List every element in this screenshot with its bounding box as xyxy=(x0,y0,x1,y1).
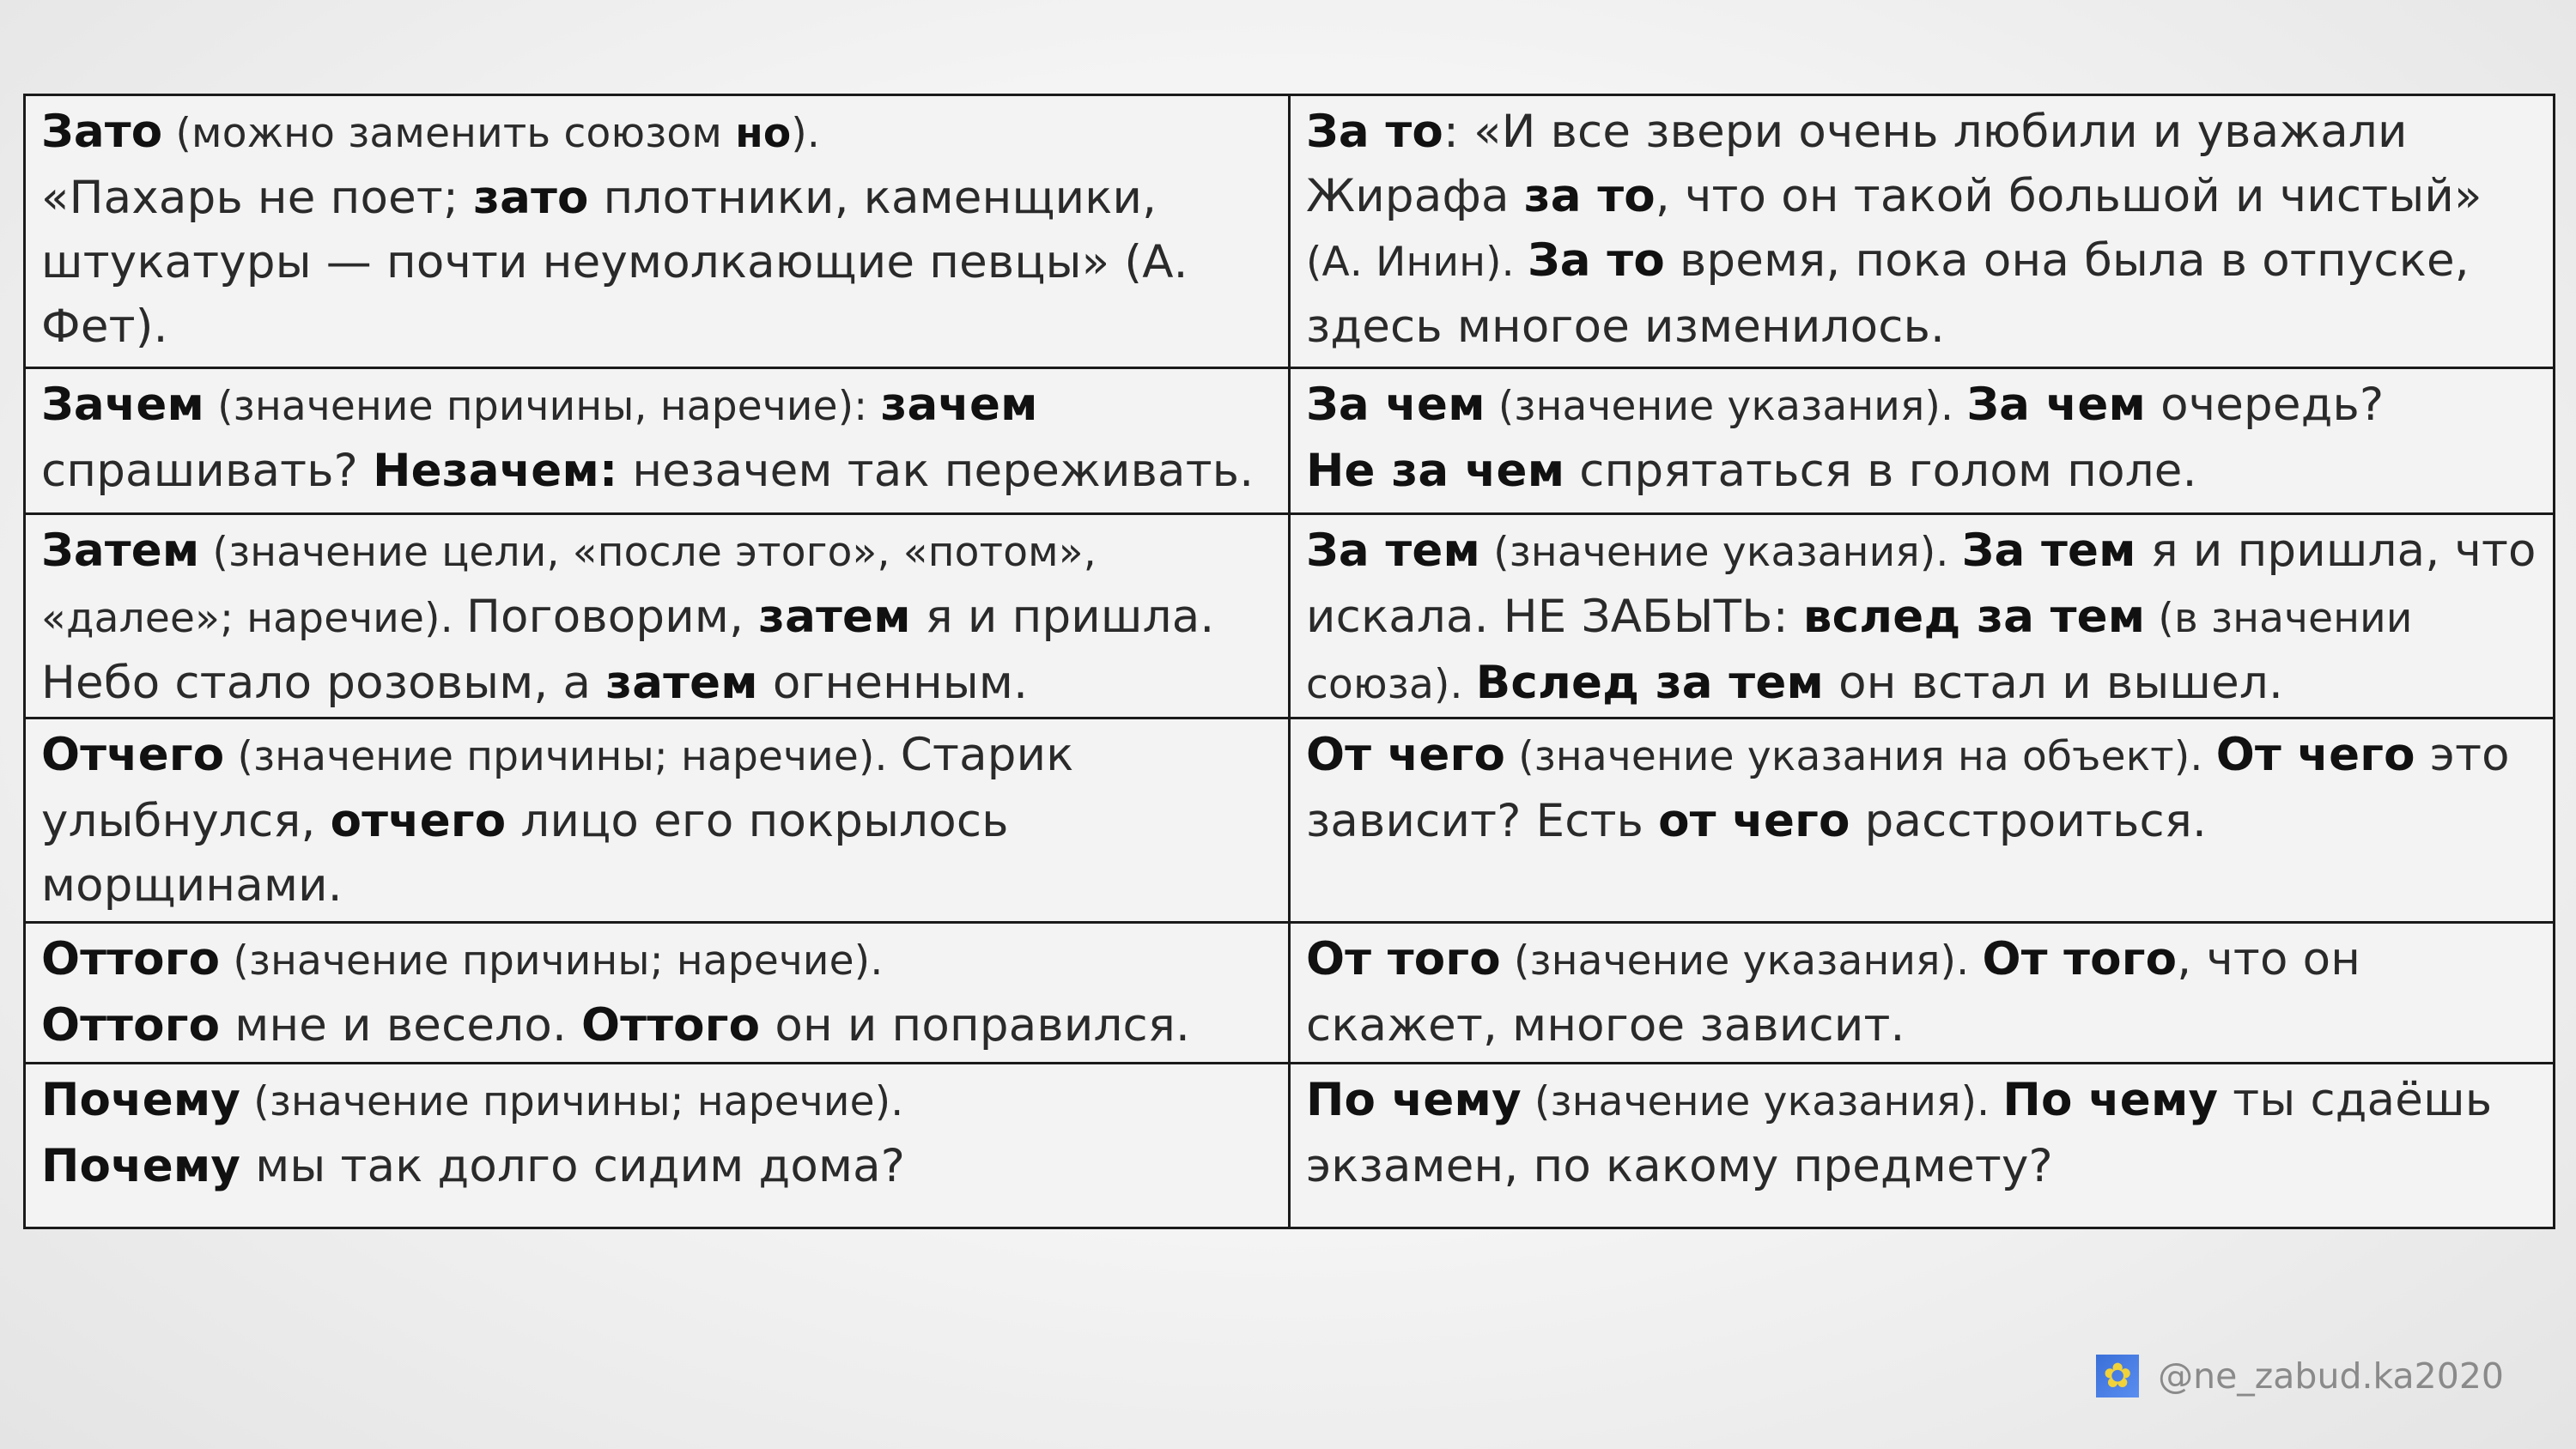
table-row xyxy=(25,923,2555,1064)
left-cell xyxy=(25,368,1290,514)
cell-text: (значение указания). xyxy=(1521,1078,2003,1125)
cell-text: «Пахарь не поет; xyxy=(41,172,474,224)
bold-term: Вслед за тем xyxy=(1475,657,1825,709)
cell-text: очередь? xyxy=(2146,379,2385,431)
table-row xyxy=(25,1064,2555,1228)
bold-term: От чего xyxy=(1306,729,1506,781)
cell-text: Старик улыбнулся, xyxy=(41,729,1074,847)
cell-text: (значение причины; наречие). xyxy=(224,733,901,780)
cell-text: Поговорим, xyxy=(465,591,759,643)
bold-term: за то xyxy=(1523,170,1656,222)
bold-term: зачем xyxy=(880,379,1038,431)
bold-term: затем xyxy=(605,657,758,709)
bold-term: По чему xyxy=(2002,1074,2219,1126)
watermark xyxy=(2096,1355,2504,1397)
left-cell xyxy=(25,718,1290,923)
bold-term: от чего xyxy=(1658,795,1850,847)
right-cell xyxy=(1290,95,2555,368)
bold-term: За чем xyxy=(1966,379,2147,431)
right-cell xyxy=(1290,923,2555,1064)
cell-text: лицо его покрылось морщинами. xyxy=(41,795,1009,912)
cell-text: спрашивать? xyxy=(41,445,374,497)
bold-term: Оттого xyxy=(581,999,761,1052)
cell-text: (значение указания на объект). xyxy=(1505,733,2216,780)
bold-term: Отчего xyxy=(41,729,225,781)
watermark-handle: @ne_zabud.ka2020 xyxy=(2158,1355,2504,1397)
cell-text: (значение причины; наречие). xyxy=(220,937,884,985)
bold-term: От чего xyxy=(2215,729,2415,781)
bold-term: От того xyxy=(1306,933,1501,985)
left-cell xyxy=(25,1064,1290,1228)
bold-term: Затем xyxy=(41,524,200,577)
bold-term: От того xyxy=(1982,933,2178,985)
cell-text: ты сдаёшь экзамен, по какому предмету? xyxy=(1306,1074,2493,1192)
table-row xyxy=(25,95,2555,368)
bold-term: Почему xyxy=(41,1140,241,1192)
cell-text: спрятаться в голом поле. xyxy=(1564,445,2197,497)
cell-text: ). xyxy=(791,110,821,157)
bold-term: За то xyxy=(1527,234,1665,287)
bold-term: Оттого xyxy=(41,999,221,1052)
rules-table-container xyxy=(23,94,2553,1229)
bold-term: За то xyxy=(1306,106,1443,158)
bold-term: но xyxy=(735,110,792,157)
cell-text: , что он такой большой и чистый» xyxy=(1655,170,2482,222)
cell-text: огненным. xyxy=(757,657,1029,709)
right-cell xyxy=(1290,514,2555,718)
bold-term: За тем xyxy=(1306,524,1481,577)
bold-term: По чему xyxy=(1306,1074,1522,1126)
left-cell xyxy=(25,923,1290,1064)
cell-text: расстроиться. xyxy=(1850,795,2208,847)
cell-text: я и пришла, что искала. НЕ ЗАБЫТЬ: xyxy=(1306,524,2537,643)
cell-text: он встал и вышел. xyxy=(1824,657,2284,709)
bold-term: Не за чем xyxy=(1306,445,1565,497)
bold-term: Оттого xyxy=(41,933,221,985)
cell-text: время, пока она была в отпуске, здесь многое изменилось. xyxy=(1306,234,2470,353)
bold-term: За тем xyxy=(1961,524,2136,577)
bold-term: затем xyxy=(758,591,911,643)
cell-text: : «И все звери очень любили и уважали Жирафа xyxy=(1306,106,2408,222)
spelling-rules-table xyxy=(23,94,2555,1229)
table-row xyxy=(25,514,2555,718)
bold-term: Зачем xyxy=(41,379,205,431)
cell-text: это зависит? Есть xyxy=(1306,729,2510,847)
bold-term: вслед за тем xyxy=(1802,591,2146,643)
right-cell xyxy=(1290,718,2555,923)
bold-term: зато xyxy=(473,172,589,224)
bold-term: Зато xyxy=(41,106,163,158)
bold-term: отчего xyxy=(330,795,507,847)
cell-text: я и пришла. Небо стало розовым, а xyxy=(41,591,1215,709)
table-row xyxy=(25,368,2555,514)
table-row xyxy=(25,718,2555,923)
cell-text: (А. Инин). xyxy=(1306,239,1528,286)
cell-text: (значение причины; наречие). xyxy=(240,1078,904,1125)
cell-text: мне и весело. xyxy=(220,999,582,1052)
bold-term: Почему xyxy=(41,1074,241,1126)
cell-text: (можно заменить союзом xyxy=(162,110,736,157)
cell-text: он и поправился. xyxy=(760,999,1191,1052)
bold-term: За чем xyxy=(1306,379,1485,431)
cell-text: (значение указания). xyxy=(1500,937,1983,985)
cell-text: (в значении союза). xyxy=(1306,595,2413,708)
cell-text: (значение цели, «после этого», «потом», «далее»; наречие). xyxy=(41,529,1097,642)
cell-text: (значение указания). xyxy=(1485,383,1967,430)
right-cell xyxy=(1290,1064,2555,1228)
bold-term: Незачем: xyxy=(373,445,618,497)
right-cell xyxy=(1290,368,2555,514)
flower-icon: ✿ xyxy=(2096,1355,2139,1397)
left-cell xyxy=(25,95,1290,368)
cell-text: мы так долго сидим дома? xyxy=(240,1140,906,1192)
cell-text: (значение причины, наречие): xyxy=(204,383,881,430)
cell-text: , что он скажет, многое зависит. xyxy=(1306,933,2361,1052)
cell-text: плотники, каменщики, штукатуры — почти неумолкающие певцы» (А. Фет). xyxy=(41,172,1188,353)
cell-text: незачем так переживать. xyxy=(617,445,1255,497)
cell-text: (значение указания). xyxy=(1480,529,1962,576)
left-cell xyxy=(25,514,1290,718)
